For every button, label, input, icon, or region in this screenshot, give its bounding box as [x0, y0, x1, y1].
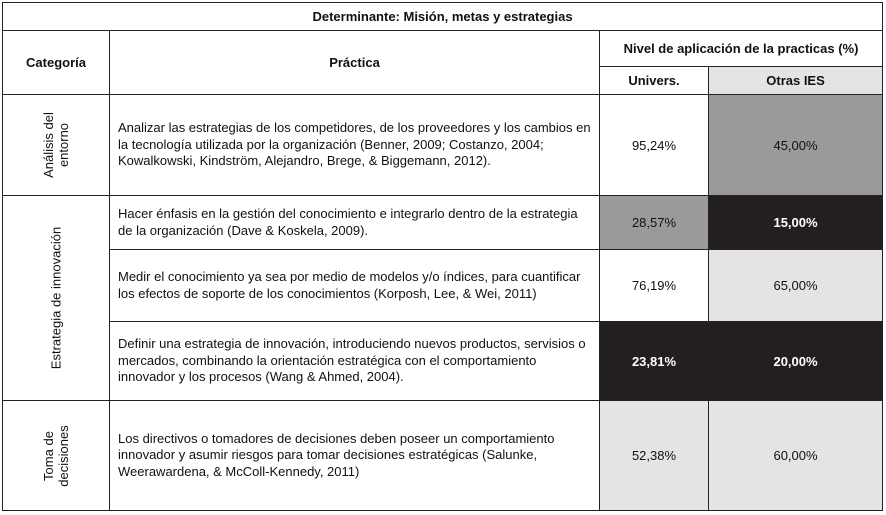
category-estrategia-innovacion [3, 196, 110, 401]
table-row [3, 401, 883, 511]
otras-ies-value: 65,00% [709, 250, 883, 322]
otras-ies-value: 60,00% [709, 401, 883, 511]
practice-cell: Hacer énfasis en la gestión del conocimiento e integrarlo dentro de la estrategia de la organización (Dave & Koskela, 2009). [110, 196, 600, 250]
category-toma-decisiones [3, 401, 110, 511]
table-row [3, 196, 883, 250]
table-row [3, 322, 883, 401]
table-row [3, 250, 883, 322]
univers-value: 23,81% [600, 322, 709, 401]
practices-table [2, 2, 883, 511]
otras-ies-value: 15,00% [709, 196, 883, 250]
table-row [3, 95, 883, 196]
otras-ies-value: 45,00% [709, 95, 883, 196]
practice-cell: Definir una estrategia de innovación, introduciendo nuevos productos, servisios o mercados, combinando la orientación estratégica con el comportamiento innovador y los procesos (Wang & Ahmed, 2004). [110, 322, 600, 401]
category-analisis-entorno [3, 95, 110, 196]
otras-ies-value: 20,00% [709, 322, 883, 401]
univers-value: 52,38% [600, 401, 709, 511]
practice-cell: Analizar las estrategias de los competidores, de los proveedores y los cambios en la tecnología utilizada por la organización (Benner, 2009; Costanzo, 2004; Kowalkowski, Kindström, Alejandro, Brege, & Biggemann, 2012). [110, 95, 600, 196]
practice-cell: Los directivos o tomadores de decisiones deben poseer un comportamiento innovador y asumir riesgos para tomar decisiones estratégicas (Salunke, Weerawardena, & McColl-Kennedy, 2011) [110, 401, 600, 511]
category-label: Toma de decisiones [41, 424, 71, 487]
header-nivel: Nivel de aplicación de la practicas (%) [600, 31, 883, 67]
univers-value: 28,57% [600, 196, 709, 250]
header-categoria: Categoría [3, 31, 110, 95]
category-label: Análisis del entorno [41, 112, 71, 178]
category-label: Estrategia de innovación [48, 226, 64, 370]
univers-value: 76,19% [600, 250, 709, 322]
univers-value: 95,24% [600, 95, 709, 196]
header-univers: Univers. [600, 67, 709, 95]
header-practica: Práctica [110, 31, 600, 95]
header-otras-ies: Otras IES [709, 67, 883, 95]
practice-cell: Medir el conocimiento ya sea por medio de modelos y/o índices, para cuantificar los efectos de soporte de los conocimientos (Korposh, Lee, & Wei, 2011) [110, 250, 600, 322]
table-title: Determinante: Misión, metas y estrategias [3, 3, 883, 31]
